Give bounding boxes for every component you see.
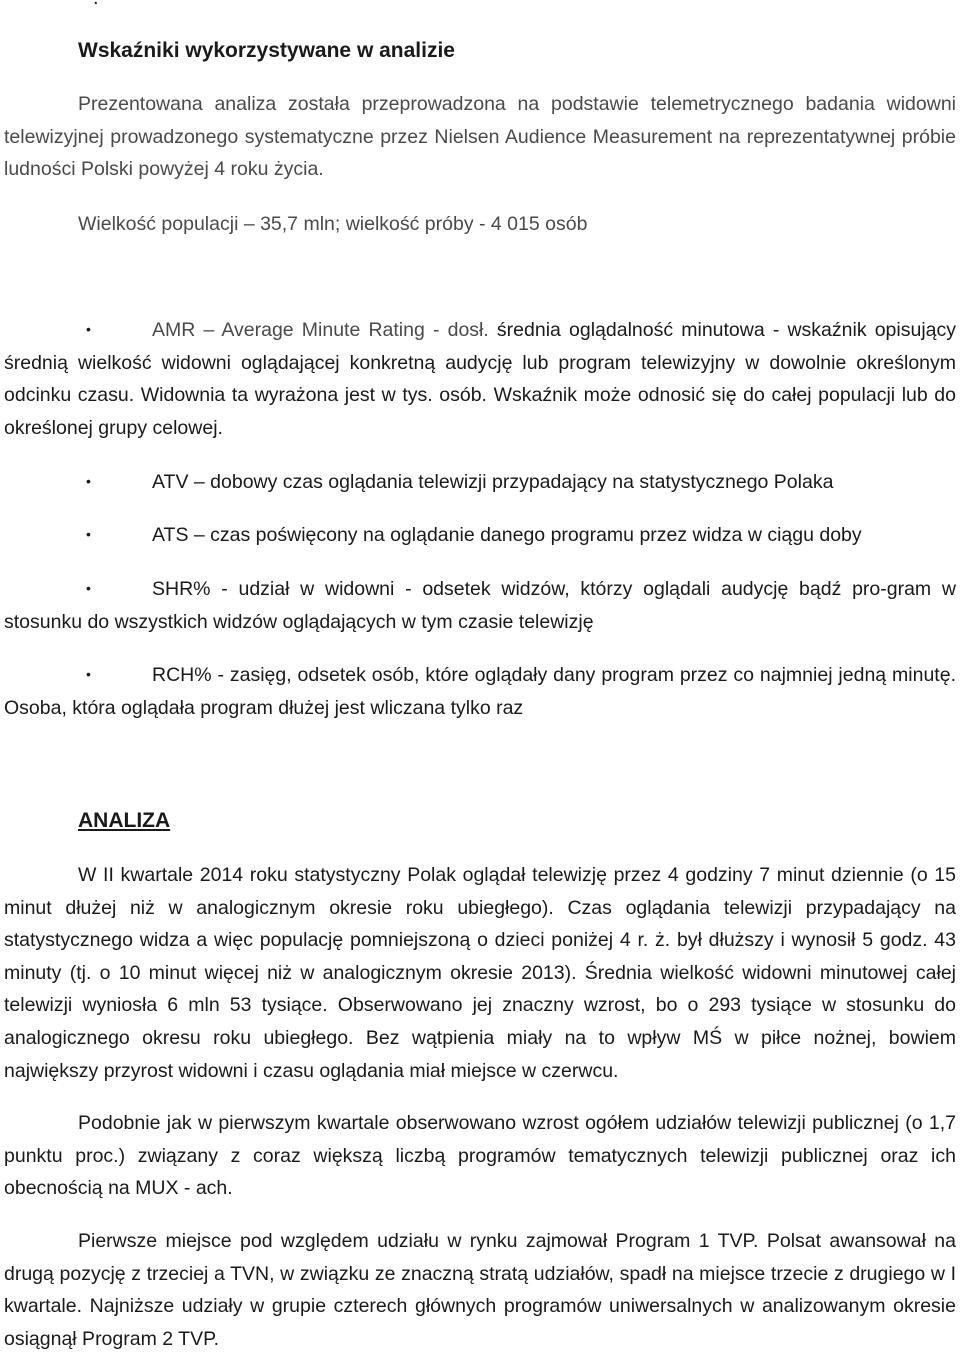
bullet-ats bbox=[4, 518, 956, 552]
analysis-paragraph-3: Pierwsze miejsce pod względem udziału w rynku zajmował Program 1 TVP. Polsat awansował na drugą pozycję z trzeciej a TVN, w związku ze znaczną stratą udziałów, spadł na miejsce trzecie z drugiego w I kwartale. Najniższe udziały w grupie czterech głównych programów uniwersalnych w analizowanym okresie osiągnął Program 2 TVP. bbox=[4, 1230, 956, 1350]
bullet-rch bbox=[4, 658, 956, 724]
section-heading-indicators: Wskaźniki wykorzystywane w analizie bbox=[78, 39, 455, 62]
population-line: Wielkość populacji – 35,7 mln; wielkość próby - 4 015 osób bbox=[78, 213, 588, 235]
bullet-text: ATS – czas poświęcony na oglądanie danego programu przez widza w ciągu doby bbox=[152, 524, 862, 546]
bullet-icon: • bbox=[86, 526, 91, 542]
bullet-icon: • bbox=[86, 580, 91, 596]
bullet-icon: • bbox=[86, 473, 91, 489]
section-heading-analysis: ANALIZA bbox=[78, 809, 171, 832]
bullet-shr bbox=[4, 572, 956, 638]
bullet-atv bbox=[4, 465, 956, 499]
intro-paragraph: Prezentowana analiza została przeprowadzona na podstawie telemetrycznego badania widowni telewizyjnej prowadzonego systematyczne przez Nielsen Audience Measurement na reprezentatywnej próbie ludności Polski powyżej 4 roku życia. bbox=[4, 93, 956, 181]
bullet-text: SHR% - udział w widowni - odsetek widzów, którzy oglądali audycję bądź pro-gram w stosunku do wszystkich widzów oglądających w tym czasie telewizję bbox=[4, 578, 956, 633]
bullet-text: ATV – dobowy czas oglądania telewizji przypadający na statystycznego Polaka bbox=[152, 471, 834, 493]
bullet-text: średnia oglądalność minutowa - wskaźnik opisujący średnią wielkość widowni oglądającej konkretną audycję lub program telewizyjny w dowolnie określonym odcinku czasu. Widownia ta wyrażona jest w tys. osób. Wskaźnik może odnosić się do całej populacji lub do określonej grupy celowej. bbox=[4, 319, 957, 439]
analysis-paragraph-1: W II kwartale 2014 roku statystyczny Polak oglądał telewizję przez 4 godziny 7 minut dziennie (o 15 minut dłużej niż w analogicznym okresie roku ubiegłego). Czas oglądania telewizji przypadający na statystycznego widza a więc populację pomniejszoną o dzieci poniżej 4 r. ż. był dłuższy i wynosił 5 godz. 43 minuty (tj. o 10 minut więcej niż w analogicznym okresie 2013). Średnia wielkość widowni minutowej całej telewizji wyniosła 6 mln 53 tysiące. Obserwowano jej znaczny wzrost, bo o 293 tysiące w stosunku do analogicznego okresu roku ubiegłego. Bez wątpienia miały na to wpływ MŚ w piłce nożnej, bowiem największy przyrost widowni i czasu oglądania miał miejsce w czerwcu. bbox=[4, 864, 956, 1082]
analysis-paragraph-2: Podobnie jak w pierwszym kwartale obserwowano wzrost ogółem udziałów telewizji publicznej (o 1,7 punktu proc.) związany z coraz większą liczbą programów tematycznych telewizji publicznej oraz ich obecnością na MUX - ach. bbox=[4, 1112, 956, 1200]
bullet-amr bbox=[4, 313, 956, 444]
stray-dot bbox=[93, 0, 99, 8]
bullet-icon: • bbox=[86, 321, 91, 337]
bullet-text: RCH% - zasięg, odsetek osób, które oglądały dany program przez co najmniej jedną minutę. Osoba, która oglądała program dłużej jest wliczana tylko raz bbox=[4, 664, 956, 719]
bullet-icon: • bbox=[86, 666, 91, 682]
bullet-lead: AMR – Average Minute Rating - dosł. bbox=[152, 319, 489, 341]
